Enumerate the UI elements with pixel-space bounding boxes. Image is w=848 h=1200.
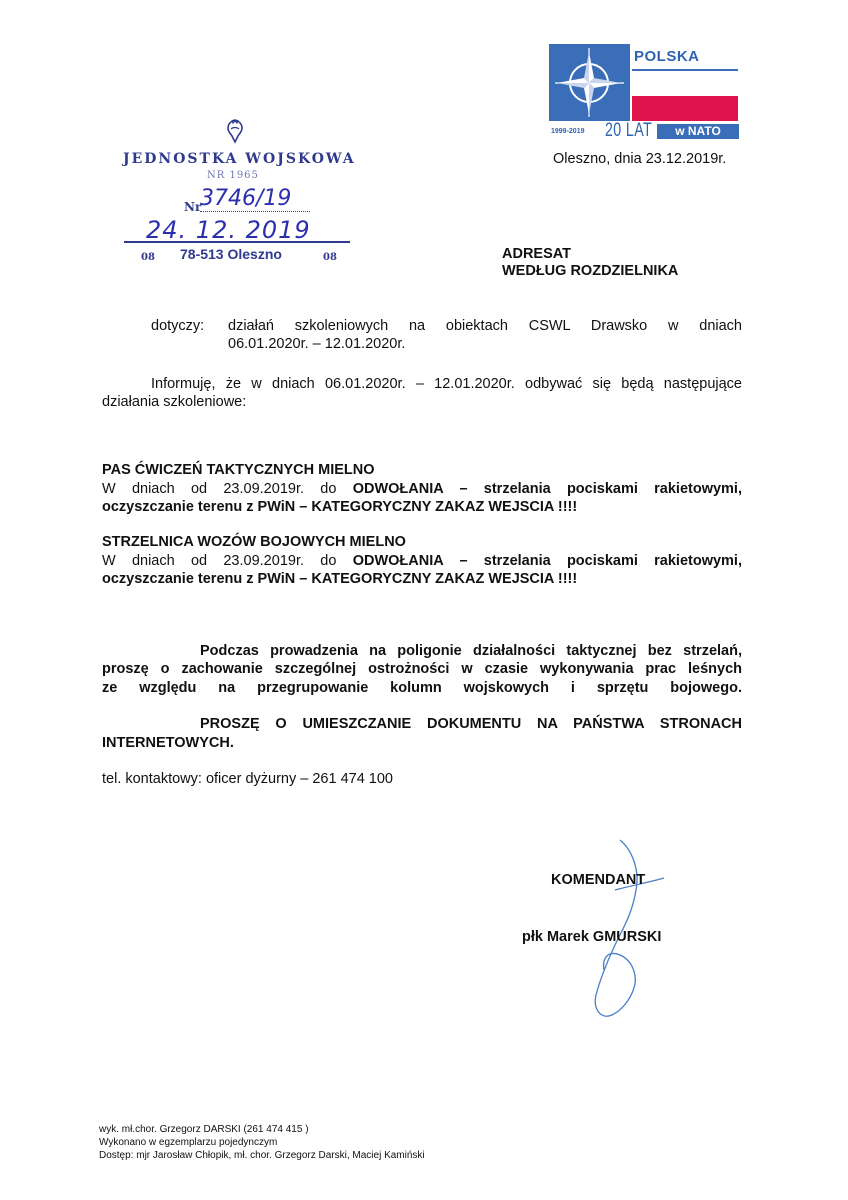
place-date: Oleszno, dnia 23.12.2019r. bbox=[553, 151, 727, 167]
logo-years: 1999-2019 bbox=[551, 128, 585, 135]
logo-anniversary: 20 LAT bbox=[605, 120, 653, 141]
section-title: PAS ĆWICZEŃ TAKTYCZNYCH MIELNO bbox=[102, 462, 375, 478]
caution-line-2: proszę o zachowanie szczególnej ostrożności w czasie wykonywania prac leśnych bbox=[102, 661, 742, 677]
nato-star-icon bbox=[549, 44, 630, 121]
intro-line-2: działania szkoleniowe: bbox=[102, 394, 247, 410]
logo-organization: w NATO bbox=[657, 124, 739, 139]
stamp-rule bbox=[124, 241, 350, 243]
signature-title: KOMENDANT bbox=[551, 872, 646, 888]
section-line-1: W dniach od 23.09.2019r. do ODWOŁANIA – strzelania pociskami rakietowymi, bbox=[102, 553, 742, 569]
subject-label: dotyczy: bbox=[151, 318, 205, 334]
section-line-2: oczyszczanie terenu z PWiN – KATEGORYCZNY ZAKAZ WEJSCIA !!!! bbox=[102, 499, 578, 515]
addressee-line-2: WEDŁUG ROZDZIELNIKA bbox=[502, 263, 679, 279]
logo-country-text: POLSKA bbox=[634, 48, 700, 65]
nato-compass-logo bbox=[549, 44, 630, 121]
received-date: 24. 12. 2019 bbox=[146, 216, 311, 244]
request-line-2: INTERNETOWYCH. bbox=[102, 735, 234, 751]
subject-line-1: działań szkoleniowych na obiektach CSWL Drawsko w dniach bbox=[228, 318, 742, 334]
caution-line-3: ze względu na przegrupowanie kolumn wojskowych i sprzętu bojowego. bbox=[102, 680, 742, 696]
contact-line: tel. kontaktowy: oficer dyżurny – 261 474 100 bbox=[102, 771, 393, 787]
caution-line-1: Podczas prowadzenia na poligonie działalności taktycznej bez strzelań, bbox=[200, 643, 742, 659]
section-title: STRZELNICA WOZÓW BOJOWYCH MIELNO bbox=[102, 534, 406, 550]
footer-line-1: wyk. mł.chor. Grzegorz DARSKI (261 474 415 ) bbox=[99, 1124, 309, 1135]
registration-number: 3746/19 bbox=[200, 186, 292, 211]
subject-line-2: 06.01.2020r. – 12.01.2020r. bbox=[228, 336, 406, 352]
section-line-2: oczyszczanie terenu z PWiN – KATEGORYCZNY ZAKAZ WEJSCIA !!!! bbox=[102, 571, 578, 587]
stamp-postal: 78-513 Oleszno bbox=[180, 246, 282, 262]
stamp-nr-label: Nr bbox=[184, 200, 202, 214]
stamp-code-right: 08 bbox=[323, 252, 337, 263]
stamp-nr-line bbox=[200, 211, 310, 212]
request-line-1: PROSZĘ O UMIESZCZANIE DOKUMENTU NA PAŃSTWA STRONACH bbox=[200, 716, 742, 732]
logo-red-band bbox=[632, 96, 738, 121]
footer-line-2: Wykonano w egzemplarzu pojedynczym bbox=[99, 1137, 278, 1148]
section-line-1: W dniach od 23.09.2019r. do ODWOŁANIA – strzelania pociskami rakietowymi, bbox=[102, 481, 742, 497]
stamp-unit: JEDNOSTKA WOJSKOWA bbox=[123, 151, 356, 167]
eagle-emblem-icon bbox=[222, 118, 248, 149]
signature-name: płk Marek GMURSKI bbox=[522, 929, 662, 945]
addressee-line-1: ADRESAT bbox=[502, 246, 572, 262]
stamp-code-left: 08 bbox=[141, 252, 155, 263]
footer-line-3: Dostęp: mjr Jarosław Chłopik, mł. chor. Grzegorz Darski, Maciej Kamiński bbox=[99, 1150, 425, 1161]
stamp-unit-number: NR 1965 bbox=[207, 170, 259, 181]
logo-divider bbox=[632, 69, 738, 71]
intro-line-1: Informuję, że w dniach 06.01.2020r. – 12.01.2020r. odbywać się będą następujące bbox=[151, 376, 742, 392]
